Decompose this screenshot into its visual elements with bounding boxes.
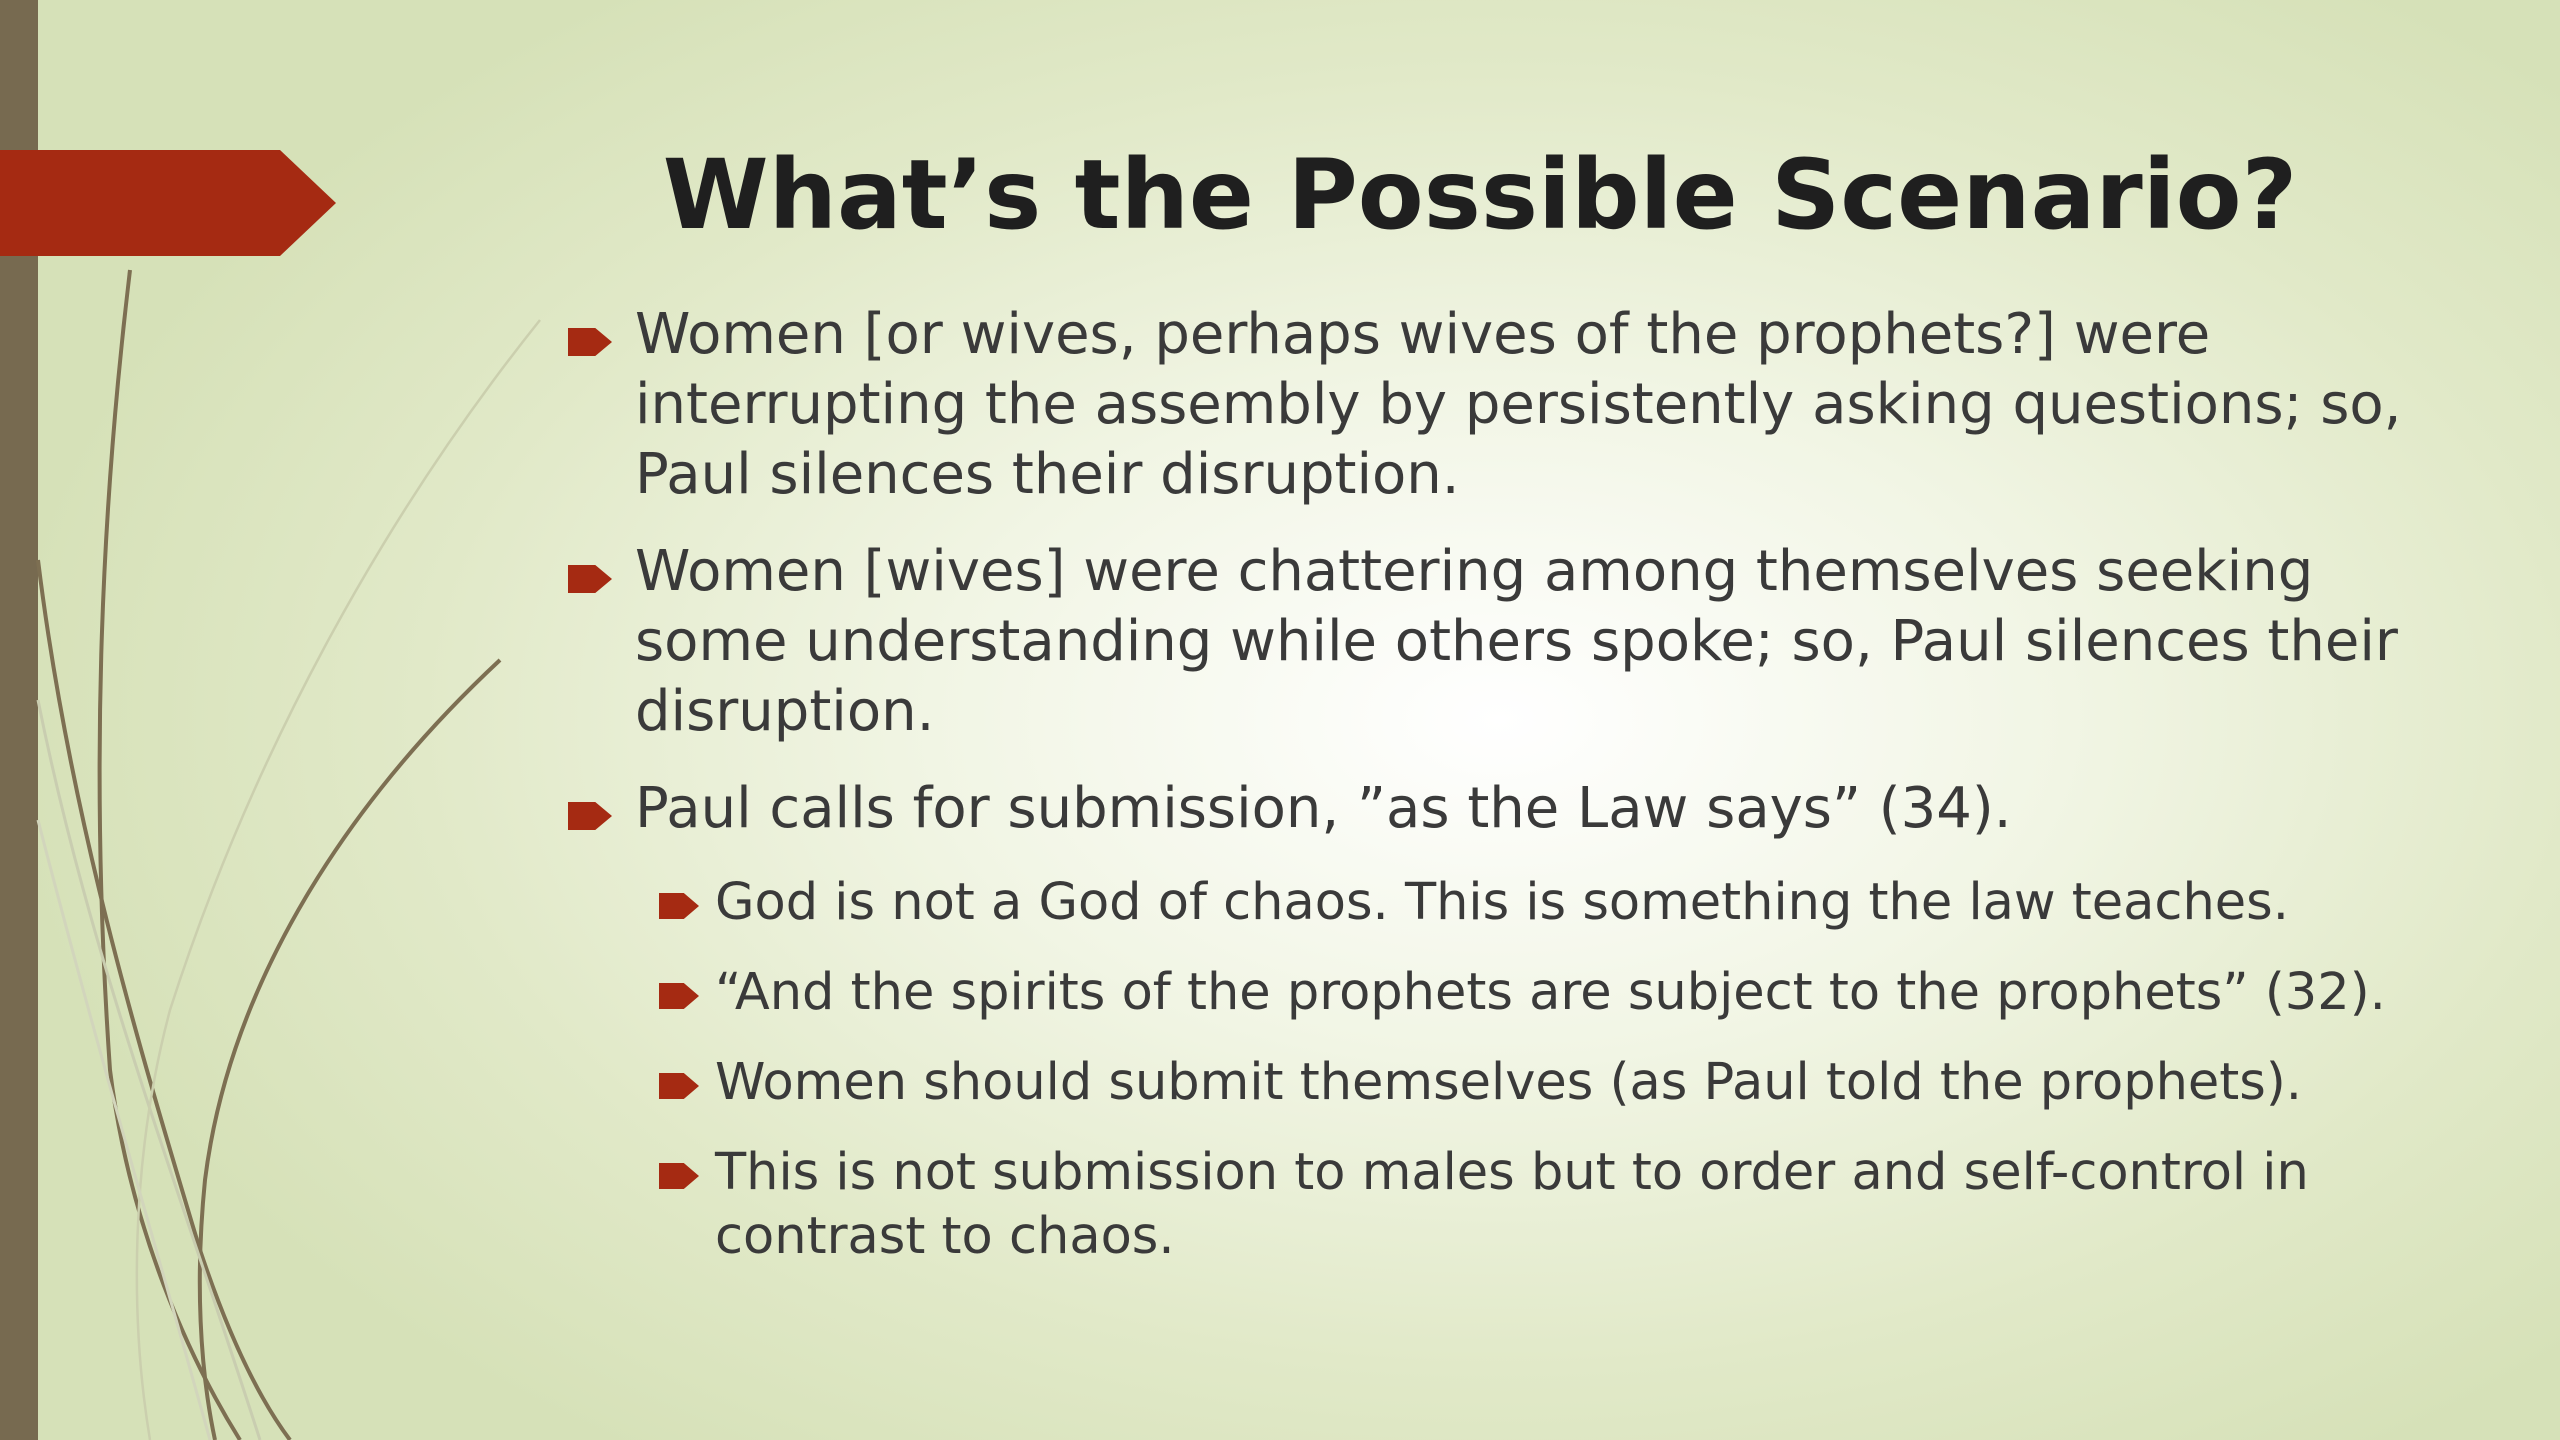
sub-bullet-item [655,871,2420,935]
bullet-text: Paul calls for submission, ”as the Law says” (34). [635,776,2012,841]
slide-body [560,300,2420,1295]
arrow-bullet-icon [659,1163,699,1189]
title-accent-arrow [0,150,336,256]
bullet-item [560,774,2420,844]
arrow-bullet-icon [568,802,612,830]
sub-bullet-item [655,1141,2420,1269]
bullet-text: Women [wives] were chattering among themselves seeking some understanding while others spoke; so, Paul silences their disruption. [635,539,2398,744]
arrow-bullet-icon [568,565,612,593]
slide-title: What’s the Possible Scenario? [662,139,2298,251]
sub-bullet-text: Women should submit themselves (as Paul told the prophets). [715,1053,2302,1112]
sub-bullet-text: This is not submission to males but to order and self-control in contrast to chaos. [715,1143,2309,1266]
bullet-text: Women [or wives, perhaps wives of the prophets?] were interrupting the assembly by persistently asking questions; so, Paul silences their disruption. [635,302,2402,507]
arrow-bullet-icon [659,893,699,919]
arrow-bullet-icon [568,328,612,356]
sub-bullet-text: “And the spirits of the prophets are subject to the prophets” (32). [715,963,2386,1022]
arrow-bullet-icon [659,1073,699,1099]
sub-bullet-item [655,961,2420,1025]
bullet-item [560,300,2420,510]
sub-bullet-item [655,1051,2420,1115]
bullet-item [560,537,2420,747]
sub-bullet-text: God is not a God of chaos. This is something the law teaches. [715,873,2289,932]
arrow-bullet-icon [659,983,699,1009]
